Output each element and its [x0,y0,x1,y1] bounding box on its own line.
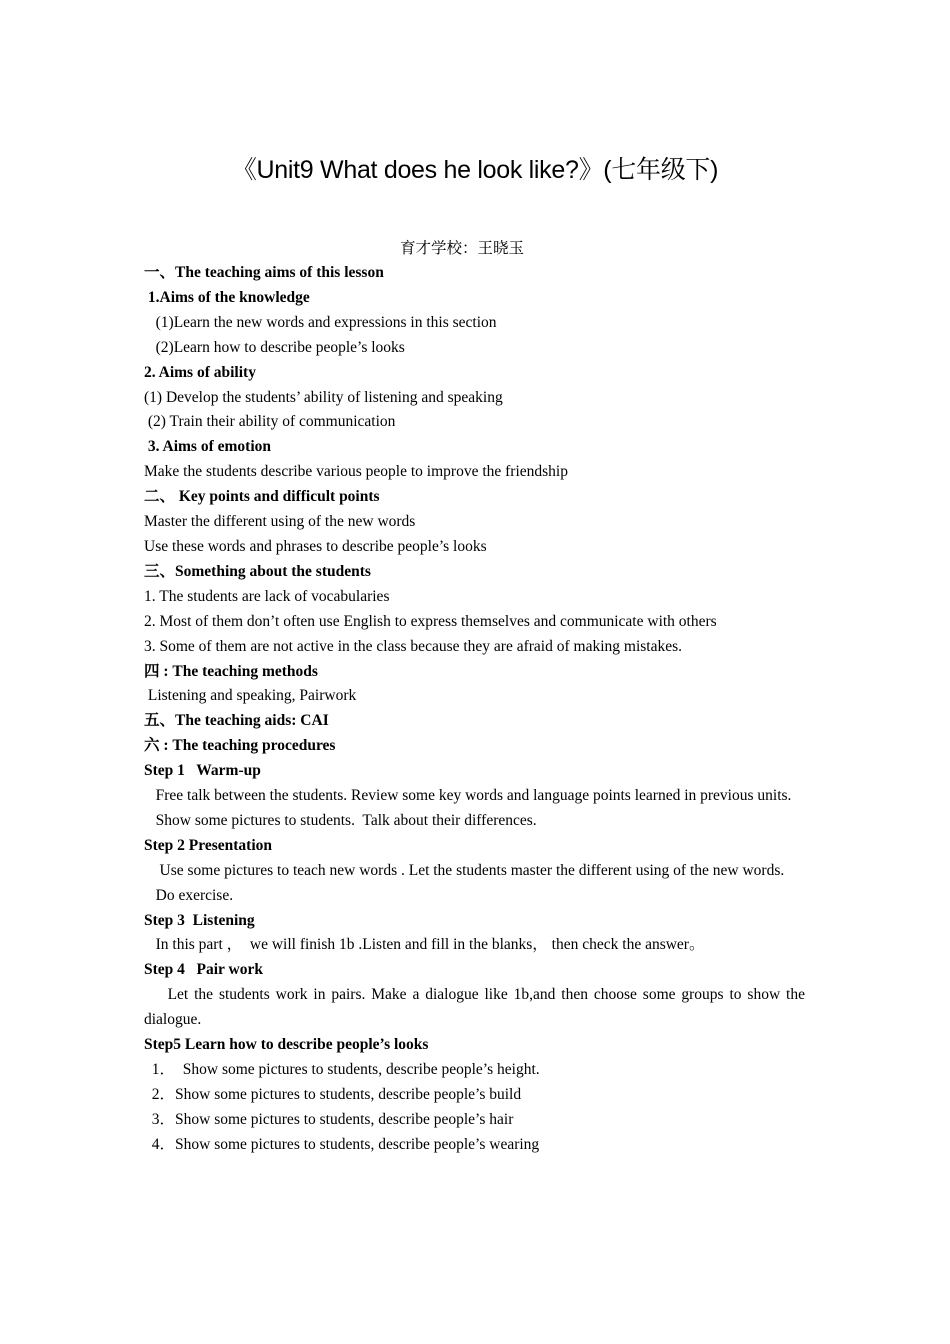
section-heading: 六 : The teaching procedures [144,737,336,755]
body-line: 1． Show some pictures to students, describe people’s height. [144,1061,540,1078]
section-heading: 四 : The teaching methods [144,662,318,680]
body-line: Listening and speaking, Pairwork [144,687,357,705]
body-line: (2) Train their ability of communication [144,413,396,431]
body-line: 3．Show some pictures to students, describe people’s hair [144,1110,514,1128]
body-line: Make the students describe various people to improve the friendship [144,463,568,481]
section-heading: 五、The teaching aids: CAI [144,712,329,730]
body-line: 2．Show some pictures to students, describe people’s build [144,1085,522,1103]
document-body [144,261,809,1158]
section-heading: Step5 Learn how to describe people’s looks [144,1036,429,1054]
section-heading: 1.Aims of the knowledge [144,288,310,306]
body-line: Let the students work in pairs. Make a dialogue like 1b,and then choose some groups to show the dialogue. [144,986,809,1029]
body-line: Master the different using of the new words [144,513,416,531]
body-line: (1) Develop the students’ ability of listening and speaking [144,388,503,406]
section-heading: 二、 Key points and difficult points [144,488,380,506]
body-line: 1. The students are lack of vocabularies [144,587,390,605]
section-heading: 3. Aims of emotion [144,438,272,456]
body-line: Use these words and phrases to describe people’s looks [144,537,487,555]
section-heading: Step 3 Listening [144,911,255,929]
section-heading: Step 1 Warm-up [144,762,261,780]
body-line: Show some pictures to students. Talk about their differences. [144,811,537,829]
body-line: (2)Learn how to describe people’s looks [144,338,405,356]
section-heading: Step 2 Presentation [144,836,273,854]
section-heading: 2. Aims of ability [144,363,256,381]
body-line: Use some pictures to teach new words . Let the students master the different using of the new words. [144,861,785,879]
document-title: 《Unit9 What does he look like?》(七年级下) [231,156,719,184]
body-line: Do exercise. [144,886,234,904]
section-heading: 一、The teaching aims of this lesson [144,264,384,281]
section-heading: Step 4 Pair work [144,961,263,979]
section-heading: 三、Something about the students [144,562,371,580]
body-line: Free talk between the students. Review some key words and language points learned in previous units. [144,787,792,805]
author-line: 育才学校：王晓玉 [399,240,524,257]
body-line: (1)Learn the new words and expressions in this section [144,313,497,331]
body-line: 2. Most of them don’t often use English to express themselves and communicate with others [144,612,717,630]
body-line: 4．Show some pictures to students, describe people’s wearing [144,1135,540,1153]
body-line: In this part ， we will finish 1b .Listen and fill in the blanks， then check the answer。 [144,936,705,954]
body-line: 3. Some of them are not active in the class because they are afraid of making mistakes. [144,637,683,655]
